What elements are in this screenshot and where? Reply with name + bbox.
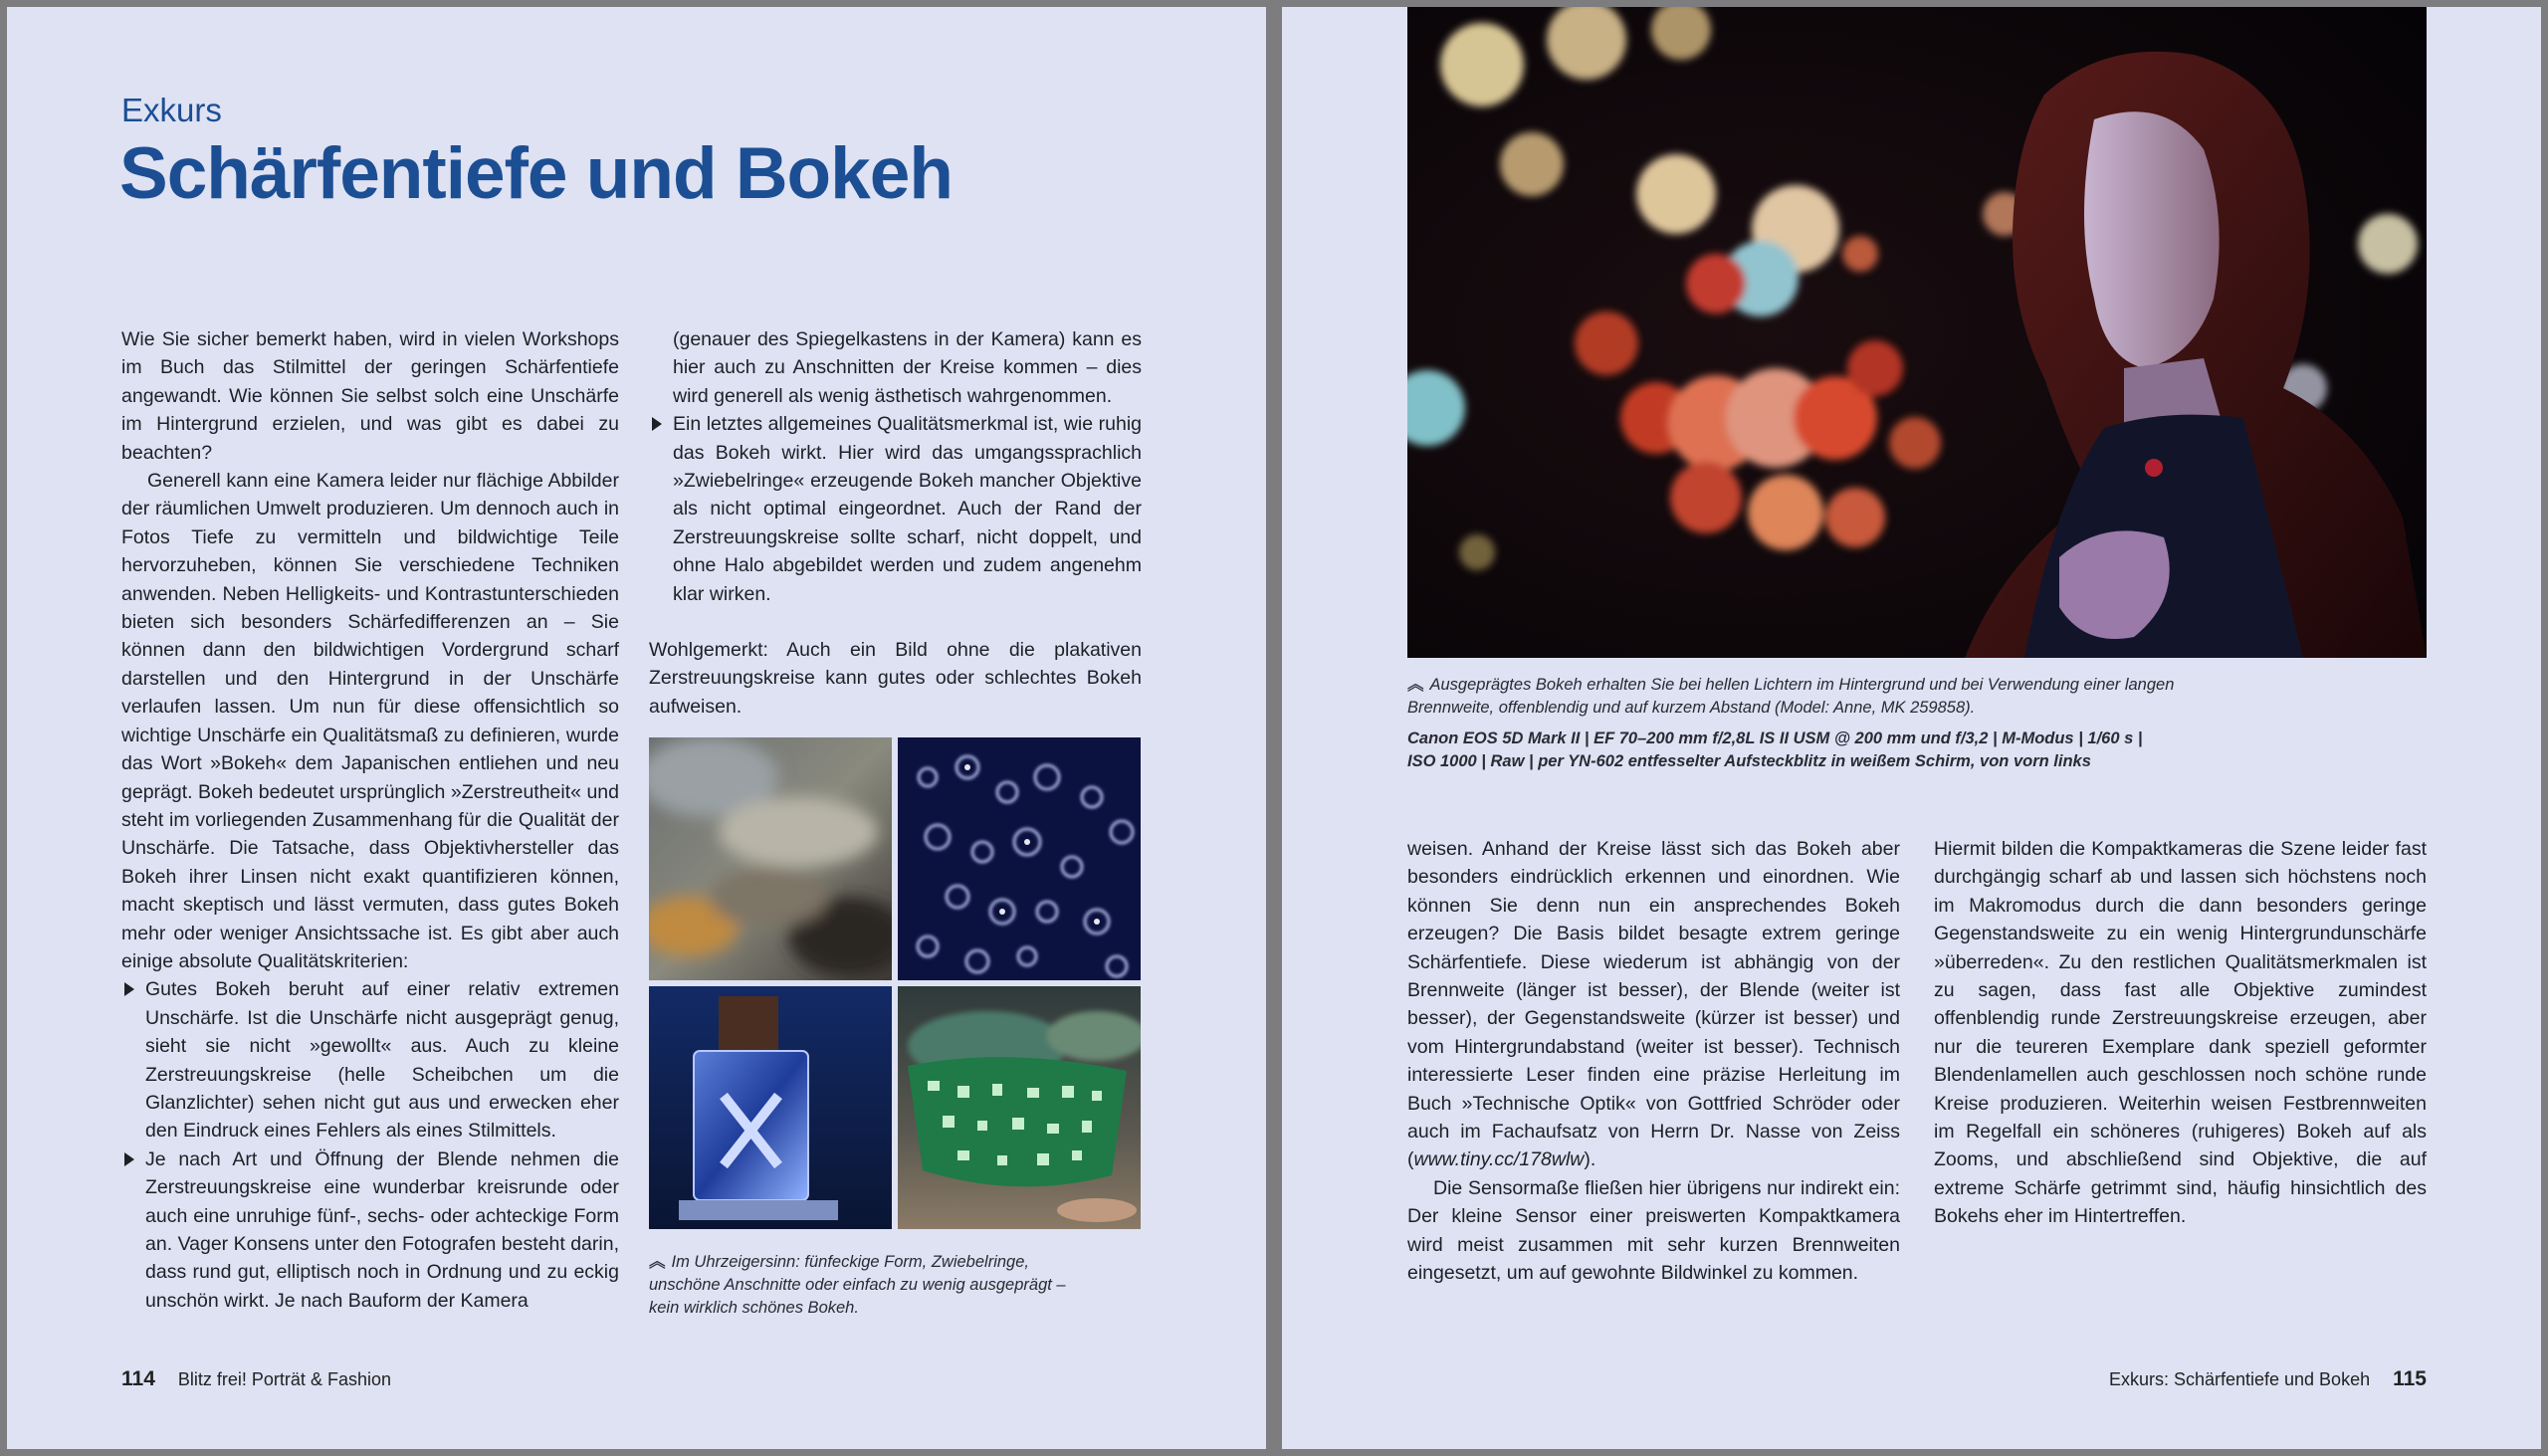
triangle-right-icon <box>124 1152 134 1166</box>
mosaic-glass-photo <box>898 986 1141 1229</box>
running-title: Exkurs: Schärfentiefe und Bokeh <box>2108 1369 2371 1389</box>
left-column-2 <box>649 325 1142 721</box>
section-eyebrow: Exkurs <box>121 92 222 128</box>
right-column-1 <box>1407 835 1900 1288</box>
right-page <box>1282 7 2541 1449</box>
paragraph: Wie Sie sicher bemerkt haben, wird in vielen Workshops im Buch das Stilmittel der geringen Schärfentiefe angewandt. Wie können Sie selbst solch eine Unschärfe im Hintergrund erzielen, und was gibt es dabei zu beachten? <box>121 328 619 464</box>
double-chevron-up-icon: ︽ <box>1407 676 1424 694</box>
bullet-item: Je nach Art und Öffnung der Blende nehmen die Zerstreuungskreise eine wunderbar kreisrunde oder auch eine unruhige fünf-, sechs- oder achteckige Form an. Vager Konsens unter den Fotografen besteht darin, dass rund gut, elliptisch noch in Ordnung und zu eckig unschön wirkt. Je nach Bauform der Kamera <box>121 1145 619 1315</box>
camera-settings: Canon EOS 5D Mark II | EF 70–200 mm f/2,8L IS II USM @ 200 mm und f/3,2 | M-Modus | 1/60 s | ISO 1000 | Raw | per YN-602 entfesselter Aufsteckblitz in weißem Schirm, von vorn links <box>1407 729 2143 770</box>
grid-caption: ︽ Im Uhrzeigersinn: fünfeckige Form, Zwiebelringe, unschöne Anschnitte oder einfach zu wenig ausgeprägt – kein wirklich schönes Bokeh. <box>649 1253 1066 1317</box>
paragraph: Wohlgemerkt: Auch ein Bild ohne die plakativen Zerstreuungskreise kann gutes oder schlechtes Bokeh aufweisen. <box>649 639 1142 718</box>
bokeh-portrait-photo <box>1407 7 2427 658</box>
page-number: 115 <box>2393 1367 2427 1390</box>
footer-right <box>2109 1367 2427 1391</box>
bullet-item: Ein letztes allgemeines Qualitätsmerkmal ist, wie ruhig das Bokeh wirkt. Hier wird das umgangssprachlich »Zwiebelringe« erzeugende Bokeh mancher Objektive als nicht optimal eingeordnet. Auch der Rand der Zerstreuungskreise sollte scharf, nicht doppelt, und ohne Halo abgebildet werden und zudem angenehm klar wirken. <box>649 410 1142 608</box>
bokeh-examples-grid <box>649 737 1141 1229</box>
paragraph: weisen. Anhand der Kreise lässt sich das Bokeh aber besonders eindrücklich erkennen und einordnen. Wie können Sie denn nun ein ansprechendes Bokeh erzeugen? Die Basis bildet besagte extrem geringe Schärfentiefe. Diese wiederum ist abhängig von der Brennweite (länger ist besser), der Blende (weiter ist besser), der Gegenstandsweite (kürzer ist besser) und vom Hintergrundabstand (weiter ist besser). Technisch interessierte Leser finden eine präzise Herleitung im Buch »Technische Optik« von Gottfried Schröder oder auch im Fachaufsatz von Herrn Dr. Nasse von Zeiss (www.tiny.cc/178wlw). <box>1407 838 1900 1171</box>
triangle-right-icon <box>652 417 662 431</box>
double-chevron-up-icon: ︽ <box>649 1253 666 1271</box>
reference-link[interactable]: www.tiny.cc/178wlw <box>1413 1148 1585 1171</box>
paragraph: Hiermit bilden die Kompaktkameras die Szene leider fast durchgängig scharf ab und lassen sich höchstens noch im Makromodus durch die dann besonders geringe Gegenstandsweite zu ein wenig Hintergrundunschärfe »überreden«. Zu den restlichen Qualitätsmerkmalen ist zu sagen, dass fast alle Objektive zumindest offenblendig runde Zerstreuungskreise erzeugen, aber nur die teureren Exemplare dank speziell geformter Blendenlamellen auch geschlossen noch schöne runde Kreise produzieren. Weiterhin weisen Festbrennweiten im Regelfall ein schöneres (ruhigeres) Bokeh auf als Zooms, und abschließend sind Objektive, die auf extreme Schärfe getrimmt sind, häufig hinsichtlich des Bokehs eher im Hintertreffen. <box>1934 838 2427 1228</box>
footer-left <box>121 1367 391 1391</box>
paragraph: Die Sensormaße fließen hier übrigens nur indirekt ein: Der kleine Sensor einer preiswerten Kompaktkamera wird meist zusammen mit sehr kurzen Brennweiten eingesetzt, um auf gewohnte Bildwinkel zu kommen. <box>1407 1176 1900 1285</box>
perfume-bottle-photo <box>649 986 892 1229</box>
page-title: Schärfentiefe und Bokeh <box>119 133 953 214</box>
onion-ring-bokeh-photo <box>898 737 1141 980</box>
paragraph: (genauer des Spiegelkastens in der Kamera) kann es hier auch zu Anschnitten der Kreise kommen – dies wird generell als wenig ästhetisch wahrgenommen. <box>673 328 1142 407</box>
triangle-right-icon <box>124 982 134 996</box>
photo-caption: ︽ Ausgeprägtes Bokeh erhalten Sie bei hellen Lichtern im Hintergrund und bei Verwendung einer langen Brennweite, offenblendig und auf kurzem Abstand (Model: Anne, MK 259858). <box>1407 676 2175 717</box>
right-column-2 <box>1934 835 2427 1231</box>
paragraph: Generell kann eine Kamera leider nur flächige Abbilder der räumlichen Umwelt produzieren. Um dennoch auch in Fotos Tiefe zu vermitteln und bildwichtige Teile hervorzuheben, können Sie verschiedene Techniken anwenden. Neben Helligkeits- und Kontrastunterschieden bieten sich besonders Schärfedifferenzen an – Sie können dann den bildwichtigen Vordergrund scharf darstellen und den Hintergrund in der Unschärfe verlaufen lassen. Um nun für diese offensichtlich so wichtige Unschärfe ein Qualitätsmaß zu definieren, wurde das Wort »Bokeh« dem Japanischen entliehen und neu geprägt. Bokeh bedeutet ursprünglich »Zerstreutheit« und steht im vorliegenden Zusammenhang für die Qualität der Unschärfe. Die Tatsache, dass Objektivhersteller das Bokeh ihrer Linsen nicht exakt quantifizieren können, macht skeptisch und lässt vermuten, dass gutes Bokeh mehr oder weniger Ansichtssache ist. Es gibt aber auch einige absolute Qualitätskriterien: <box>121 470 619 972</box>
left-column-1 <box>121 325 619 1315</box>
running-title: Blitz frei! Porträt & Fashion <box>177 1369 391 1389</box>
left-page <box>7 7 1266 1449</box>
pentagon-bokeh-photo <box>649 737 892 980</box>
page-number: 114 <box>121 1367 155 1390</box>
bullet-item: Gutes Bokeh beruht auf einer relativ extremen Unschärfe. Ist die Unschärfe nicht ausgeprägt genug, sieht sie nicht »gewollt« aus. Auch zu kleine Zerstreuungskreise (helle Scheibchen um die Glanzlichter) sehen nicht gut aus und erwecken eher den Eindruck eines Fehlers als eines Stilmittels. <box>121 975 619 1144</box>
